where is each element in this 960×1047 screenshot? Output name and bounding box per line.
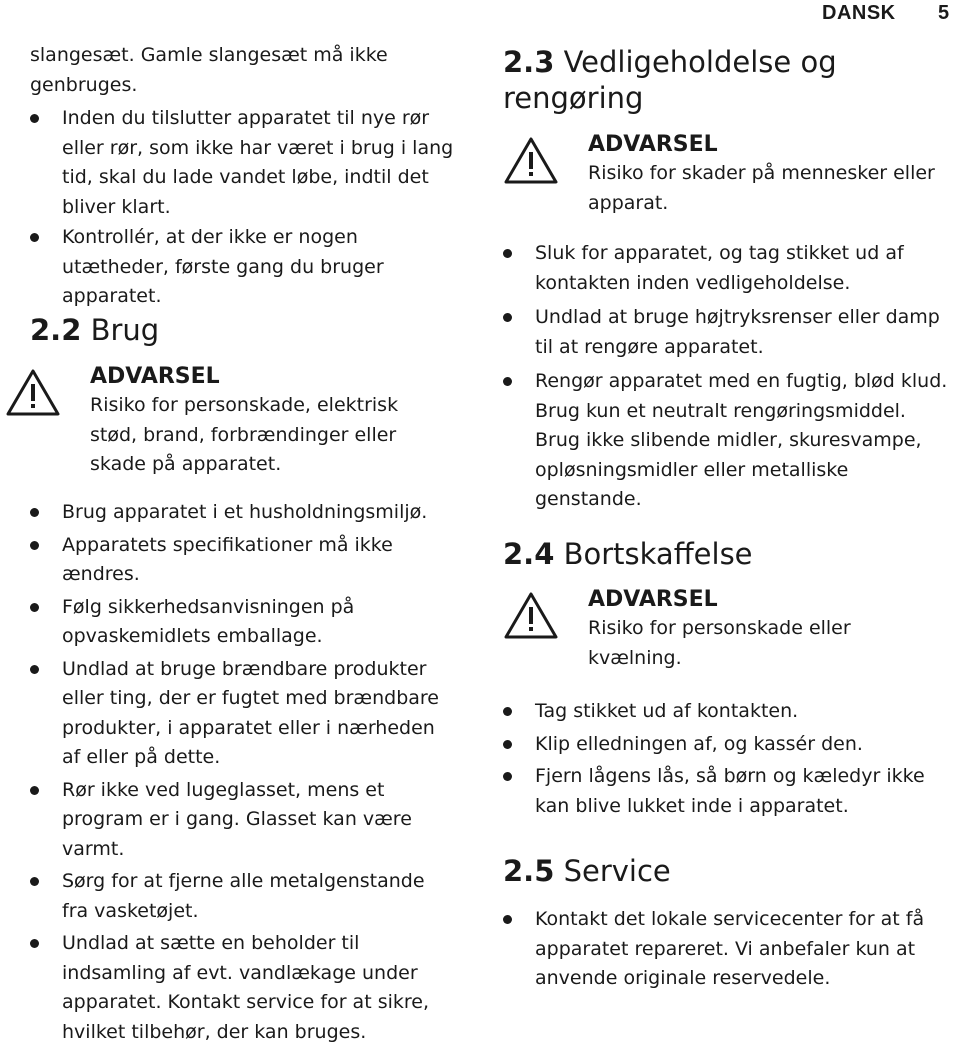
page-number: 5 [938, 2, 950, 24]
warning-title: ADVARSEL [90, 364, 220, 389]
list-item: Undlad at bruge højtryksrenser eller damp til at rengøre apparatet. [503, 303, 951, 362]
warning-triangle-icon [503, 136, 559, 186]
bullet-icon [503, 707, 512, 716]
list-item: Sørg for at fjerne alle metalgenstande fra vasketøjet. [30, 867, 450, 926]
section-2-2-bullets [30, 498, 450, 1047]
section-heading-2-3: 2.3 Vedligeholdelse og rengøring [503, 45, 837, 115]
section-2-5-bullets [503, 905, 951, 994]
warning-box-2-4 [503, 585, 960, 673]
list-item: Tag stikket ud af kontakten. [503, 697, 951, 727]
bullet-icon [503, 915, 512, 924]
list-item: Undlad at sætte en beholder til indsamling af evt. vandlækage under apparatet. Kontakt service for at sikre, hvilket tilbehør, der kan bruges. [30, 929, 450, 1047]
section-heading-2-4: 2.4 Bortskaffelse [503, 537, 753, 571]
warning-box-2-2 [5, 362, 530, 480]
intro-bullet-list-2 [30, 223, 470, 312]
list-item: Følg sikkerhedsanvisningen på opvaskemidlets emballage. [30, 593, 450, 652]
warning-triangle-icon [503, 591, 559, 641]
section-heading-2-5: 2.5 Service [503, 854, 671, 888]
warning-text: Risiko for personskade eller kvælning. [588, 617, 851, 669]
list-item: Brug apparatet i et husholdningsmiljø. [30, 498, 450, 528]
section-2-4-bullets [503, 697, 951, 821]
bullet-icon [503, 313, 512, 322]
section-2-3-bullets [503, 239, 951, 515]
bullet-icon [503, 772, 512, 781]
warning-triangle-icon [5, 368, 61, 418]
bullet-icon [30, 508, 39, 517]
list-item: Undlad at bruge brændbare produkter eller ting, der er fugtet med brændbare produkter, i apparatet eller i nærheden af eller på dette. [30, 655, 450, 773]
list-item: Kontakt det lokale servicecenter for at få apparatet repareret. Vi anbefaler kun at anvende originale reservedele. [503, 905, 951, 994]
bullet-icon [30, 877, 39, 886]
list-item: Sluk for apparatet, og tag stikket ud af kontakten inden vedligeholdelse. [503, 239, 951, 298]
bullet-icon [30, 939, 39, 948]
warning-text: Risiko for skader på mennesker eller apparat. [588, 162, 935, 214]
list-item: Rør ikke ved lugeglasset, mens et program er i gang. Glasset kan være varmt. [30, 776, 450, 865]
list-item: Klip elledningen af, og kassér den. [503, 730, 951, 760]
intro-bullet-list [30, 104, 470, 222]
intro-continuation: slangesæt. Gamle slangesæt må ikke genbruges. [30, 44, 388, 96]
list-item: Inden du tilslutter apparatet til nye rør eller rør, som ikke har været i brug i lang tid, skal du lade vandet løbe, indtil det bliver klart. [30, 104, 470, 222]
list-item: Rengør apparatet med en fugtig, blød klud. Brug kun et neutralt rengøringsmiddel. Brug ikke slibende midler, skuresvampe, opløsningsmidler eller metalliske genstande. [503, 367, 951, 515]
bullet-icon [30, 786, 39, 795]
page-header [0, 0, 960, 30]
bullet-icon [503, 740, 512, 749]
language-label: DANSK [822, 2, 896, 24]
bullet-icon [503, 249, 512, 258]
bullet-icon [30, 114, 39, 123]
list-item: Apparatets specifikationer må ikke ændres. [30, 531, 450, 590]
warning-title: ADVARSEL [588, 132, 718, 157]
list-item: Kontrollér, at der ikke er nogen utætheder, første gang du bruger apparatet. [30, 223, 470, 312]
bullet-icon [30, 233, 39, 242]
bullet-icon [30, 603, 39, 612]
bullet-icon [503, 377, 512, 386]
warning-text: Risiko for personskade, elektrisk stød, brand, forbrændinger eller skade på apparatet. [90, 394, 399, 475]
warning-box-2-3 [503, 130, 960, 218]
bullet-icon [30, 665, 39, 674]
warning-title: ADVARSEL [588, 587, 718, 612]
list-item: Fjern lågens lås, så børn og kæledyr ikke kan blive lukket inde i apparatet. [503, 762, 951, 821]
section-heading-2-2: 2.2 Brug [30, 313, 160, 347]
bullet-icon [30, 541, 39, 550]
